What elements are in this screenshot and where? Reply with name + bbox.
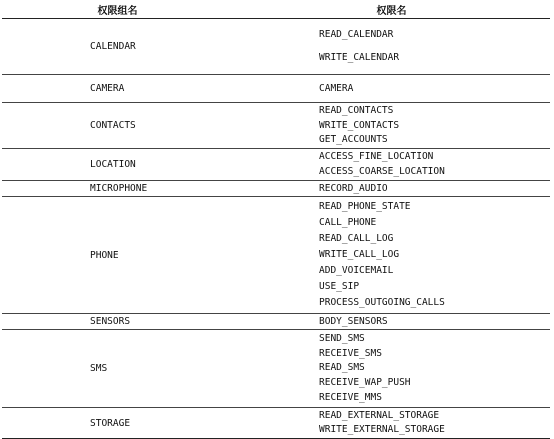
permission-item: WRITE_CALENDAR bbox=[319, 51, 400, 63]
permission-cell bbox=[233, 19, 550, 75]
permission-item: ACCESS_FINE_LOCATION bbox=[319, 151, 434, 163]
permission-item: ADD_VOICEMAIL bbox=[319, 265, 394, 276]
permission-item: READ_SMS bbox=[319, 362, 365, 374]
permission-item: RECEIVE_SMS bbox=[319, 347, 382, 359]
permission-item: RECEIVE_MMS bbox=[319, 392, 382, 404]
permission-cell bbox=[233, 314, 550, 330]
group-name-cell: MICROPHONE bbox=[2, 181, 233, 197]
permission-list bbox=[319, 197, 550, 313]
table-row bbox=[2, 314, 550, 330]
permission-list bbox=[319, 75, 550, 102]
permission-item: BODY_SENSORS bbox=[319, 315, 388, 327]
table-row bbox=[2, 75, 550, 103]
permission-item: ACCESS_COARSE_LOCATION bbox=[319, 165, 445, 177]
group-name-cell: SMS bbox=[2, 330, 233, 408]
permission-item: READ_CALENDAR bbox=[319, 29, 394, 41]
table-header bbox=[2, 0, 550, 19]
table-body bbox=[2, 19, 550, 439]
permission-item: RECEIVE_WAP_PUSH bbox=[319, 377, 411, 389]
group-name-cell: CAMERA bbox=[2, 75, 233, 103]
permission-item: READ_EXTERNAL_STORAGE bbox=[319, 410, 440, 421]
permission-item: GET_ACCOUNTS bbox=[319, 133, 388, 145]
permission-table bbox=[2, 0, 550, 439]
permission-cell bbox=[233, 330, 550, 408]
group-name-cell: STORAGE bbox=[2, 408, 233, 439]
permission-item: READ_PHONE_STATE bbox=[319, 201, 411, 212]
permission-list bbox=[319, 103, 550, 148]
permission-list bbox=[319, 19, 550, 74]
permission-cell bbox=[233, 75, 550, 103]
permission-item: USE_SIP bbox=[319, 281, 360, 292]
table-row bbox=[2, 103, 550, 149]
permission-item: READ_CONTACTS bbox=[319, 105, 394, 117]
table-row bbox=[2, 197, 550, 314]
permission-item: RECORD_AUDIO bbox=[319, 182, 388, 194]
group-name-cell: PHONE bbox=[2, 197, 233, 314]
permission-item: WRITE_CONTACTS bbox=[319, 119, 400, 131]
permission-list bbox=[319, 330, 550, 407]
permission-item: SEND_SMS bbox=[319, 332, 365, 344]
group-name-cell: CONTACTS bbox=[2, 103, 233, 149]
permission-cell bbox=[233, 181, 550, 197]
permission-cell bbox=[233, 197, 550, 314]
permission-cell bbox=[233, 103, 550, 149]
group-name-cell: SENSORS bbox=[2, 314, 233, 330]
permission-cell bbox=[233, 149, 550, 181]
permission-item: PROCESS_OUTGOING_CALLS bbox=[319, 297, 445, 308]
table-row bbox=[2, 19, 550, 75]
permission-item: WRITE_EXTERNAL_STORAGE bbox=[319, 424, 445, 435]
permission-name-header: 权限名 bbox=[233, 0, 550, 19]
header-row bbox=[2, 0, 550, 19]
permission-list bbox=[319, 314, 550, 329]
table-row bbox=[2, 149, 550, 181]
table-row bbox=[2, 181, 550, 197]
permission-list bbox=[319, 181, 550, 196]
permission-item: WRITE_CALL_LOG bbox=[319, 249, 400, 260]
group-name-header: 权限组名 bbox=[2, 0, 233, 19]
permission-item: CALL_PHONE bbox=[319, 217, 377, 228]
permission-list bbox=[319, 149, 550, 180]
group-name-cell: CALENDAR bbox=[2, 19, 233, 75]
table-row bbox=[2, 330, 550, 408]
permission-item: CAMERA bbox=[319, 82, 354, 94]
permission-item: READ_CALL_LOG bbox=[319, 233, 394, 244]
group-name-cell: LOCATION bbox=[2, 149, 233, 181]
